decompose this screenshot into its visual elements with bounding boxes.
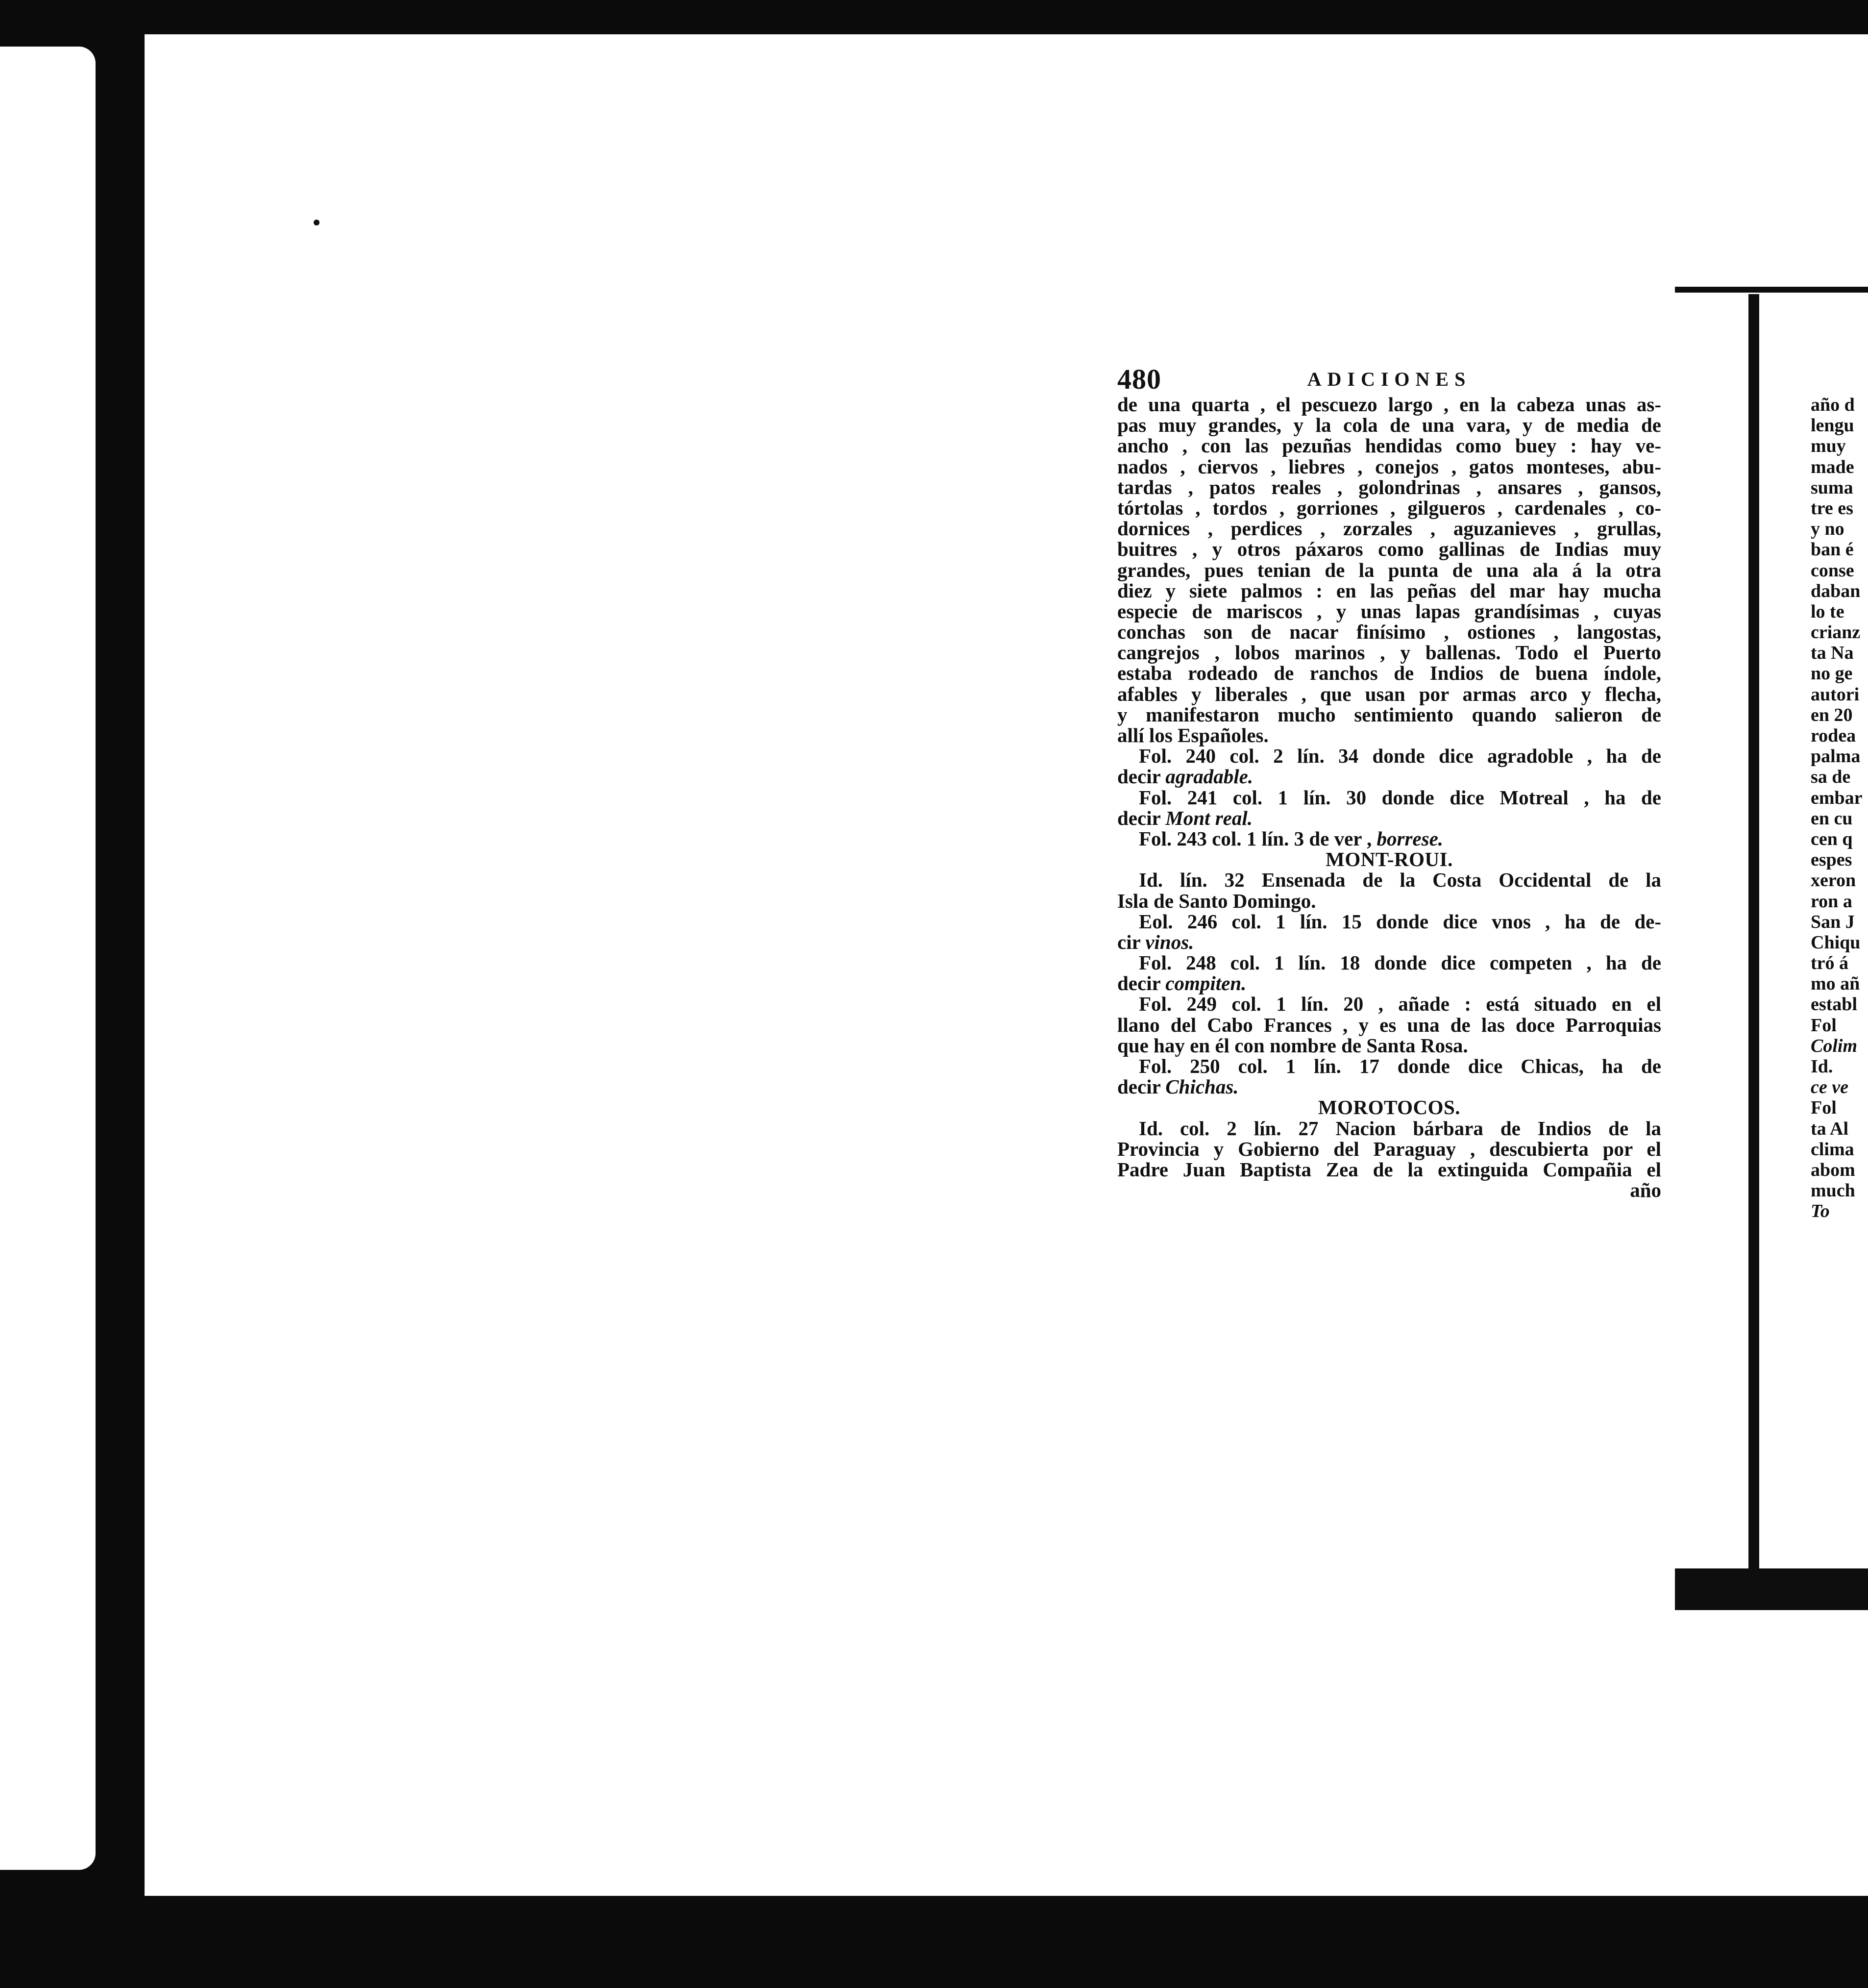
facing-page-line: lengu: [1811, 415, 1854, 436]
facing-page-line: ce ve: [1811, 1077, 1848, 1098]
text-line: [1117, 642, 1661, 663]
facing-page-line: y no: [1811, 519, 1844, 540]
text-line: [1117, 1076, 1661, 1097]
text-line: [1117, 1118, 1661, 1139]
text-line: [1117, 601, 1661, 621]
facing-page-spine: [1748, 294, 1759, 1598]
text-run: Provincia y Gobierno del Paraguay , descubierta por el: [1117, 1137, 1661, 1160]
text-run: especie de mariscos , y unas lapas grandísimas , cuyas: [1117, 599, 1661, 622]
facing-page-line: ron a: [1811, 891, 1852, 912]
text-line: [1117, 394, 1661, 415]
facing-page-line: rodea: [1811, 725, 1856, 746]
text-run: Fol. 241 col. 1 lín. 30 donde dice Motreal , ha de: [1139, 786, 1661, 809]
facing-page-line: autori: [1811, 684, 1860, 705]
page-number: 480: [1117, 363, 1161, 395]
italic-correction: Chichas.: [1165, 1075, 1239, 1098]
facing-page-line: año d: [1811, 395, 1855, 415]
text-line: [1117, 808, 1661, 828]
text-run: decir: [1117, 972, 1166, 995]
facing-page-line: To: [1811, 1201, 1830, 1222]
text-run: tardas , patos reales , golondrinas , ansares , gansos,: [1117, 475, 1661, 498]
facing-page-line: mo añ: [1811, 973, 1860, 994]
facing-page-line: Id.: [1811, 1056, 1833, 1077]
entry-heading: MOROTOCOS.: [1318, 1096, 1461, 1119]
text-run: que hay en él con nombre de Santa Rosa.: [1117, 1034, 1468, 1057]
text-line: [1117, 415, 1661, 435]
text-run: de una quarta , el pescuezo largo , en la cabeza unas as-: [1117, 393, 1661, 416]
text-line: [1117, 1180, 1661, 1200]
italic-correction: Mont real.: [1165, 806, 1253, 829]
body-text: [1117, 394, 1661, 1200]
italic-correction: agradable.: [1165, 765, 1254, 788]
facing-page-line: daban: [1811, 580, 1861, 601]
text-run: año: [1630, 1179, 1661, 1202]
facing-page-line: abom: [1811, 1159, 1855, 1180]
previous-page-edge: [0, 47, 96, 1870]
text-run: decir: [1117, 765, 1166, 788]
scan-frame-bottom: [0, 1896, 1868, 1988]
facing-page-line: tró á: [1811, 953, 1849, 974]
text-line: [1117, 704, 1661, 725]
text-run: pas muy grandes, y la cola de una vara, y de media de: [1117, 414, 1661, 437]
facing-page-top-rule: [1675, 287, 1868, 293]
text-run: Fol. 240 col. 2 lín. 34 donde dice agradoble , ha de: [1139, 745, 1661, 768]
text-run: afables y liberales , que usan por armas arco y flecha,: [1117, 682, 1661, 705]
facing-page-line: en 20: [1811, 704, 1853, 725]
text-run: Fol. 243 col. 1 lín. 3 de ver ,: [1139, 827, 1377, 850]
facing-page-text: [1811, 395, 1868, 1222]
text-run: Fol. 250 col. 1 lín. 17 donde dice Chicas, ha de: [1139, 1055, 1661, 1077]
text-run: cir: [1117, 930, 1146, 953]
text-line: [1117, 580, 1661, 601]
text-line: [1117, 456, 1661, 477]
text-line: [1117, 1139, 1661, 1159]
facing-page-line: Fol: [1811, 1097, 1837, 1118]
italic-correction: borrese.: [1376, 827, 1444, 850]
text-run: ancho , con las pezuñas hendidas como buey : hay ve-: [1117, 434, 1661, 457]
facing-page-line: made: [1811, 456, 1854, 477]
text-run: buitres , y otros páxaros como gallinas de Indias muy: [1117, 538, 1661, 561]
running-head: [1117, 363, 1661, 394]
text-run: diez y siete palmos : en las peñas del mar hay mucha: [1117, 579, 1661, 602]
facing-page-line: no ge: [1811, 663, 1853, 684]
facing-page-bottom-rule: [1675, 1568, 1868, 1610]
facing-page-line: palma: [1811, 746, 1861, 767]
facing-page-line: sa de: [1811, 767, 1851, 788]
text-line: [1117, 746, 1661, 766]
text-line: [1117, 766, 1661, 787]
facing-page-line: muy: [1811, 436, 1846, 457]
text-run: estaba rodeado de ranchos de Indios de buena índole,: [1117, 662, 1661, 685]
text-line: [1117, 932, 1661, 952]
facing-page-line: ban é: [1811, 539, 1854, 560]
italic-correction: vinos.: [1145, 930, 1194, 953]
facing-page-line: lo te: [1811, 601, 1844, 622]
facing-page-line: Chiqu: [1811, 932, 1861, 953]
text-line: [1117, 663, 1661, 683]
running-head-title: ADICIONES: [1307, 368, 1472, 390]
text-line: [1117, 952, 1661, 973]
italic-correction: compiten.: [1165, 972, 1247, 995]
text-run: decir: [1117, 1075, 1166, 1098]
text-line: [1117, 870, 1661, 890]
text-line: [1117, 725, 1661, 746]
facing-page-line: clima: [1811, 1139, 1854, 1160]
text-run: Id. lín. 32 Ensenada de la Costa Occidental de la: [1139, 869, 1661, 892]
text-line: [1117, 477, 1661, 497]
text-run: cangrejos , lobos marinos , y ballenas. Todo el Puerto: [1117, 641, 1661, 664]
text-line: [1117, 560, 1661, 580]
text-line: [1117, 435, 1661, 456]
text-line: [1117, 1035, 1661, 1056]
text-run: allí los Españoles.: [1117, 724, 1269, 746]
text-run: grandes, pues tenian de la punta de una ala á la otra: [1117, 558, 1661, 581]
text-run: Padre Juan Baptista Zea de la extinguida Compañia el: [1117, 1158, 1661, 1181]
facing-page-line: Colim: [1811, 1035, 1858, 1056]
text-run: nados , ciervos , liebres , conejos , gatos monteses, abu-: [1117, 455, 1661, 478]
text-line: [1117, 828, 1661, 849]
facing-page-line: en cu: [1811, 808, 1853, 829]
text-run: Isla de Santo Domingo.: [1117, 889, 1316, 912]
facing-page-line: crianz: [1811, 622, 1861, 643]
text-run: y manifestaron mucho sentimiento quando salieron de: [1117, 703, 1661, 726]
text-run: Fol. 248 col. 1 lín. 18 donde dice competen , ha de: [1139, 951, 1661, 974]
facing-page-line: San J: [1811, 911, 1855, 932]
text-line: [1117, 518, 1661, 539]
facing-page-line: Fol: [1811, 1015, 1837, 1036]
scan-frame-top: [0, 0, 1868, 34]
text-line: [1117, 994, 1661, 1014]
text-line: [1117, 787, 1661, 808]
dust-speck: [314, 220, 320, 225]
facing-page-line: establ: [1811, 994, 1857, 1015]
facing-page-line: espes: [1811, 849, 1852, 870]
facing-page-line: cen q: [1811, 828, 1853, 849]
facing-page-line: conse: [1811, 560, 1854, 581]
text-line: [1117, 1015, 1661, 1035]
text-line: [1117, 1056, 1661, 1076]
text-run: decir: [1117, 806, 1166, 829]
text-line: [1117, 539, 1661, 559]
text-run: conchas son de nacar finísimo , ostiones , langostas,: [1117, 621, 1661, 644]
facing-page-line: suma: [1811, 477, 1853, 498]
text-line: [1117, 497, 1661, 518]
facing-page-line: ta Al: [1811, 1118, 1849, 1139]
text-line: [1117, 621, 1661, 642]
facing-page-line: tre es: [1811, 497, 1853, 519]
text-run: Eol. 246 col. 1 lín. 15 donde dice vnos , ha de de-: [1139, 910, 1661, 933]
text-line: [1117, 973, 1661, 994]
text-line: [1117, 684, 1661, 704]
text-line: [1117, 1159, 1661, 1180]
facing-page-line: much: [1811, 1180, 1855, 1201]
text-run: llano del Cabo Frances , y es una de las doce Parroquias: [1117, 1013, 1661, 1036]
text-line: [1117, 911, 1661, 932]
facing-page-line: ta Na: [1811, 643, 1854, 664]
text-run: Id. col. 2 lín. 27 Nacion bárbara de Indios de la: [1139, 1117, 1661, 1140]
text-run: dornices , perdices , zorzales , aguzanieves , grullas,: [1117, 517, 1661, 540]
facing-page-line: embar: [1811, 787, 1863, 808]
printed-page: [1117, 363, 1661, 1200]
facing-page-line: xeron: [1811, 870, 1856, 891]
text-run: tórtolas , tordos , gorriones , gilgueros , cardenales , co-: [1117, 496, 1661, 519]
entry-heading: MONT-ROUI.: [1326, 848, 1453, 871]
text-run: Fol. 249 col. 1 lín. 20 , añade : está situado en el: [1139, 993, 1661, 1016]
text-line: [1117, 891, 1661, 911]
